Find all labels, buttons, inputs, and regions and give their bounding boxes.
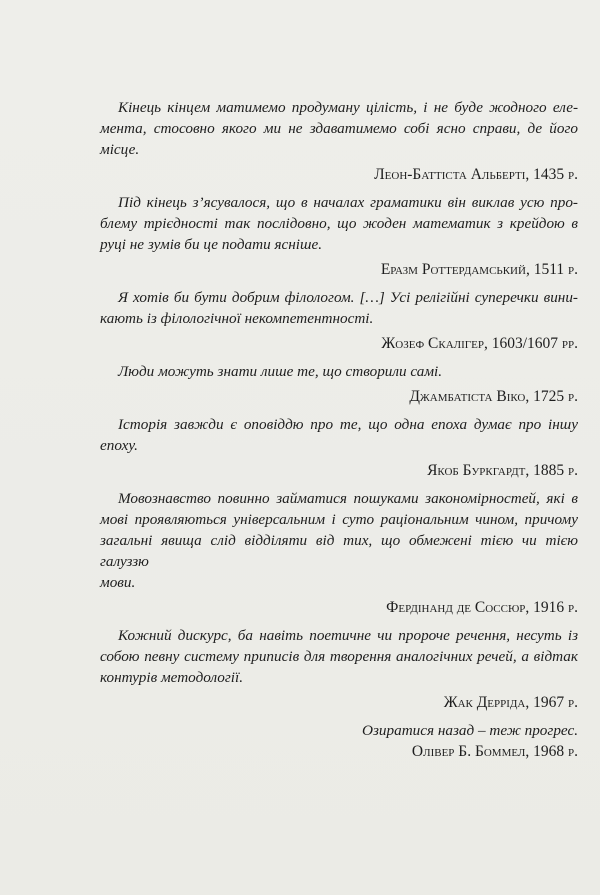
quote-line: Озиратися назад – теж прогрес. xyxy=(362,722,578,739)
quote-line: мові проявляються універсальним і суто раціональним чином, причому xyxy=(100,511,578,528)
quote-line: місце. xyxy=(100,141,140,158)
quote-line: Історія завжди є оповіддю про те, що одна епоха думає про іншу xyxy=(118,416,578,433)
epigraph-quote xyxy=(100,720,578,741)
epigraph-quote xyxy=(100,361,578,382)
quote-line: епоху. xyxy=(100,437,138,454)
quote-line: мови. xyxy=(100,574,136,591)
epigraph-quote xyxy=(100,625,578,688)
epigraph-quote xyxy=(100,414,578,456)
epigraph-quote xyxy=(100,192,578,255)
epigraph-attribution: Якоб Буркгардт, 1885 р. xyxy=(427,462,578,479)
epigraph-attribution: Олівер Б. Боммел, 1968 р. xyxy=(411,743,578,760)
quote-line: руці не зумів би це подати ясніше. xyxy=(100,236,323,253)
quote-line: Я хотів би бути добрим філологом. […] Усі релігійні суперечки вини- xyxy=(118,289,578,306)
quote-line: мента, стосовно якого ми не здаватимемо собі ясно справи, де його xyxy=(100,120,578,137)
quote-line: контурів методології. xyxy=(100,669,244,686)
epigraph-quote xyxy=(100,488,578,593)
epigraph-attribution: Джамбатіста Віко, 1725 р. xyxy=(409,388,578,405)
quote-line: кають із філологічної некомпетентності. xyxy=(100,310,374,327)
epigraph-attribution: Фердінанд де Соссюр, 1916 р. xyxy=(386,599,578,616)
quote-line: Під кінець з’ясувалося, що в началах граматики він виклав усю про- xyxy=(118,194,578,211)
epigraph-attribution: Жак Дерріда, 1967 р. xyxy=(443,694,578,711)
quote-line: Мовознавство повинно займатися пошуками закономірностей, які в xyxy=(118,490,578,507)
quote-line: Кінець кінцем матимемо продуману цілість, і не буде жодного еле- xyxy=(118,99,578,116)
quote-line: Кожний дискурс, ба навіть поетичне чи пророче речення, несуть із xyxy=(118,627,578,644)
quote-line: собою певну систему приписів для творення аналогічних речей, а відтак xyxy=(100,648,578,665)
epigraph-attribution: Леон-Баттіста Альберті, 1435 р. xyxy=(374,166,578,183)
epigraph-attribution: Жозеф Скалігер, 1603/1607 рр. xyxy=(381,335,578,352)
quote-line: загальні явища слід відділяти від тих, що обмежені тією чи тією галуззю xyxy=(100,532,578,570)
epigraph-quote xyxy=(100,287,578,329)
epigraph-attribution: Еразм Роттердамський, 1511 р. xyxy=(380,261,578,278)
quote-line: блему трієдності так послідовно, що жоден математик з крейдою в xyxy=(100,215,578,232)
epigraph-list xyxy=(100,97,578,762)
quote-line: Люди можуть знати лише те, що створили самі. xyxy=(118,363,443,380)
epigraph-quote xyxy=(100,97,578,160)
